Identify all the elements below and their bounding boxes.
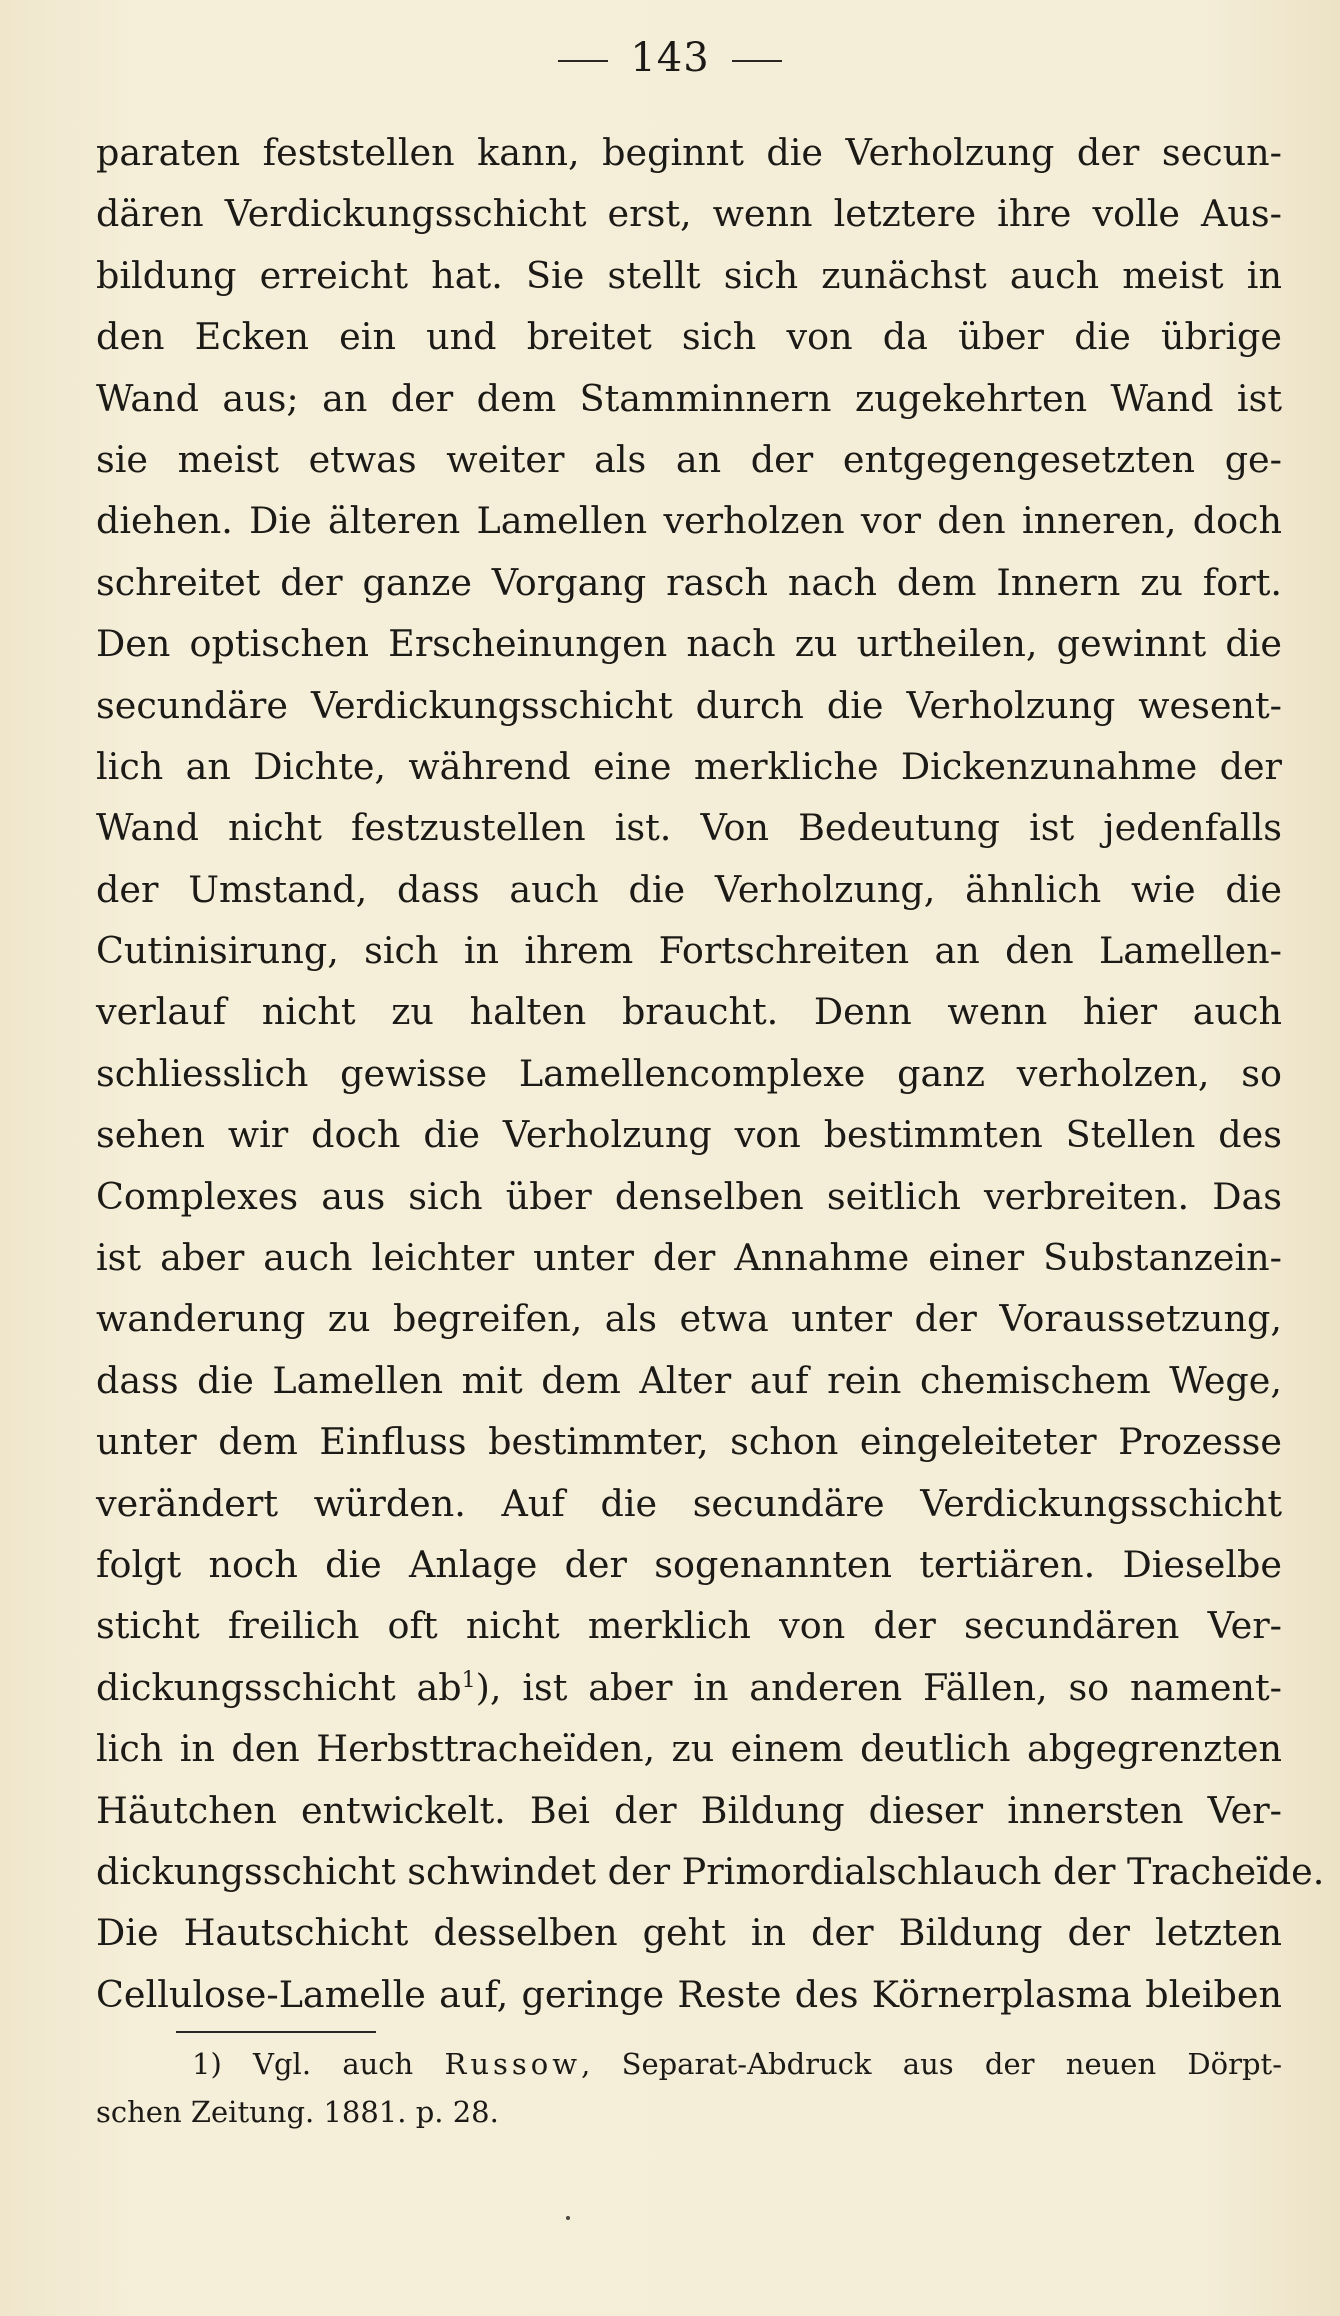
text-line: sie meist etwas weiter als an der entgegengesetzten ge- (96, 437, 1282, 481)
text-line: diehen. Die älteren Lamellen verholzen vor den inneren, doch (96, 499, 1282, 543)
text-line: der Umstand, dass auch die Verholzung, ähnlich wie die (96, 867, 1282, 911)
text-line: den Ecken ein und breitet sich von da über die übrige (96, 315, 1282, 359)
body-text (96, 122, 1325, 2025)
footnote-line (96, 2040, 1282, 2088)
text-line: lich an Dichte, während eine merkliche Dickenzunahme der (96, 744, 1282, 788)
text-line: Cutinisirung, sich in ihrem Fortschreiten an den Lamellen- (96, 929, 1282, 973)
text-fragment: ), ist aber in anderen Fällen, so nament- (475, 1665, 1282, 1709)
text-line-with-footnote-ref (96, 1657, 1282, 1718)
text-line: Häutchen entwickelt. Bei der Bildung dieser innersten Ver- (96, 1788, 1282, 1832)
footnote-divider (176, 2031, 376, 2033)
text-line: schliesslich gewisse Lamellencomplexe ganz verholzen, so (96, 1051, 1282, 1095)
text-line: paraten feststellen kann, beginnt die Verholzung der secun- (96, 131, 1282, 174)
footnote-text: , Separat-Abdruck aus der neuen Dörpt- (581, 2047, 1283, 2081)
text-line: Wand aus; an der dem Stamminnern zugekehrten Wand ist (96, 376, 1282, 420)
text-line: Die Hautschicht desselben geht in der Bildung der letzten (96, 1911, 1282, 1955)
page-header (0, 34, 1340, 82)
page-number: 143 (630, 35, 710, 81)
paper-speck (566, 2216, 570, 2220)
text-line: secundäre Verdickungsschicht durch die Verholzung wesent- (96, 683, 1282, 727)
text-fragment: dickungsschicht ab (96, 1665, 462, 1709)
text-line: verlauf nicht zu halten braucht. Denn wenn hier auch (96, 990, 1282, 1034)
footnote (96, 2040, 1282, 2136)
text-line: verändert würden. Auf die secundäre Verdickungsschicht (96, 1481, 1282, 1525)
header-dash-right (732, 60, 782, 62)
text-line: dickungsschicht schwindet der Primordialschlauch der Tracheïde. (96, 1849, 1325, 1893)
text-line: sehen wir doch die Verholzung von bestimmten Stellen des (96, 1113, 1282, 1157)
text-line: ist aber auch leichter unter der Annahme einer Substanzein- (96, 1236, 1282, 1280)
text-line: unter dem Einfluss bestimmter, schon eingeleiteter Prozesse (96, 1420, 1282, 1464)
text-line: sticht freilich oft nicht merklich von der secundären Ver- (96, 1604, 1282, 1648)
text-line: dären Verdickungsschicht erst, wenn letztere ihre volle Aus- (96, 192, 1282, 236)
footnote-author: Russow (444, 2047, 582, 2081)
text-line: Wand nicht festzustellen ist. Von Bedeutung ist jedenfalls (96, 806, 1282, 850)
footnote-line: schen Zeitung. 1881. p. 28. (96, 2095, 499, 2129)
text-line: Cellulose-Lamelle auf, geringe Reste des Körnerplasma bleiben (96, 1972, 1282, 2016)
text-line: dass die Lamellen mit dem Alter auf rein chemischem Wege, (96, 1358, 1282, 1402)
text-line: folgt noch die Anlage der sogenannten tertiären. Dieselbe (96, 1542, 1282, 1586)
footnote-marker: 1) Vgl. auch (192, 2047, 414, 2081)
text-line: bildung erreicht hat. Sie stellt sich zunächst auch meist in (96, 253, 1282, 297)
text-line: lich in den Herbsttracheïden, zu einem deutlich abgegrenzten (96, 1727, 1282, 1771)
text-line: schreitet der ganze Vorgang rasch nach dem Innern zu fort. (96, 560, 1282, 604)
header-dash-left (558, 60, 608, 62)
footnote-reference[interactable]: 1 (461, 1667, 476, 1693)
text-line: Complexes aus sich über denselben seitlich verbreiten. Das (96, 1174, 1282, 1218)
text-line: wanderung zu begreifen, als etwa unter der Voraussetzung, (96, 1297, 1282, 1341)
text-line: Den optischen Erscheinungen nach zu urtheilen, gewinnt die (96, 622, 1282, 666)
